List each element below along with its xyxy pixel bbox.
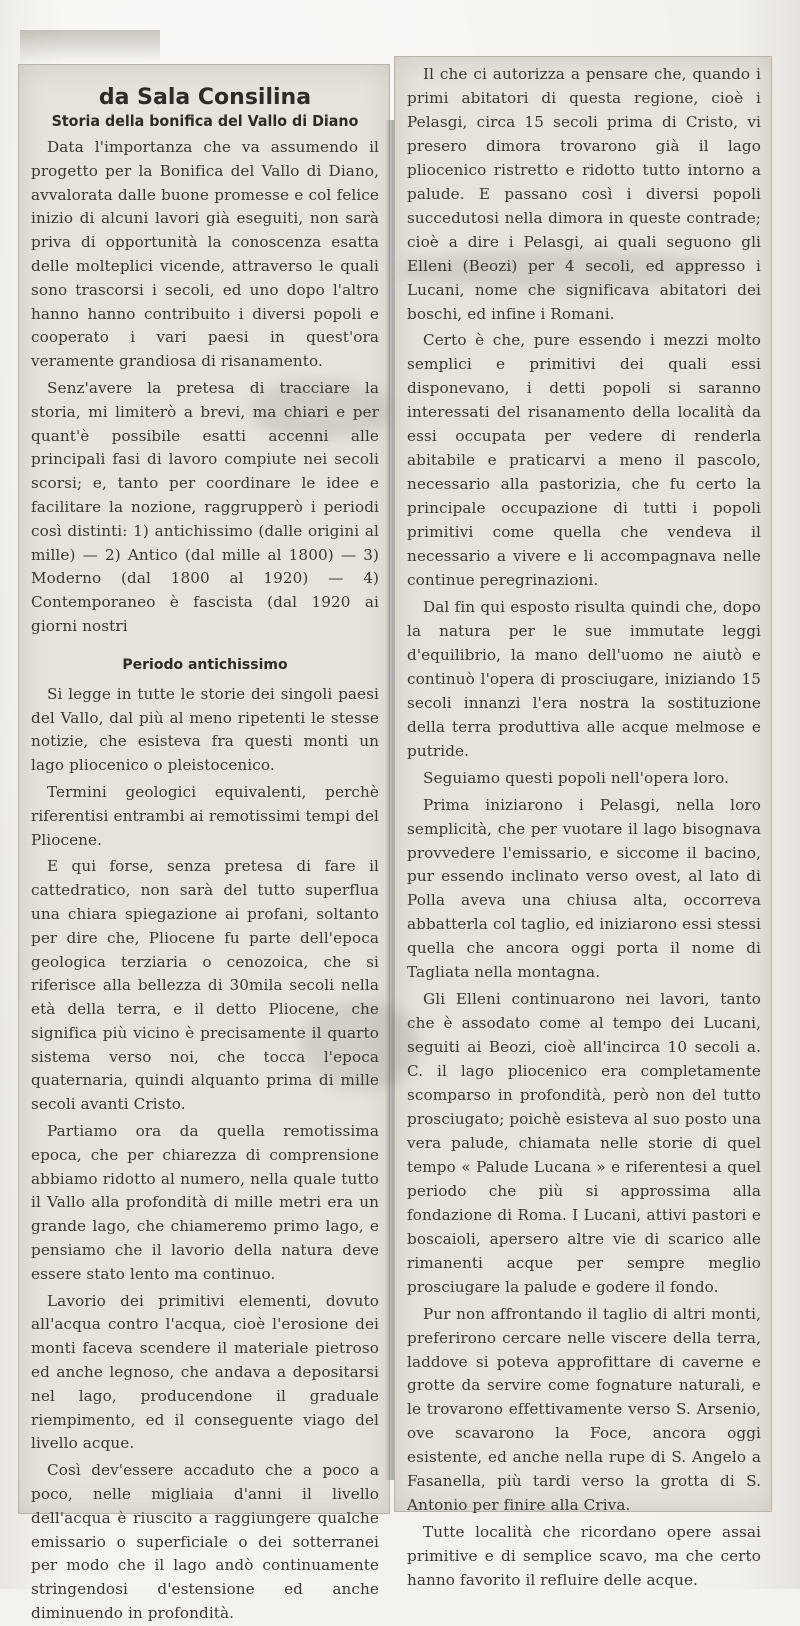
- paragraph: Così dev'essere accaduto che a poco a poco, nelle migliaia d'anni il livello dell'acqua è riuscito a raggiungere qualche emissario o superficiale o dei sotterranei per modo che il lago andò continuamente stringendosi d'estensione ed anche diminuendo in profondità.: [31, 1461, 379, 1623]
- paragraph: Certo è che, pure essendo i mezzi molto semplici e primitivi dei quali essi disponevano, i detti popoli si saranno interessati del risanamento della località da essi occupata per vedere di renderla abitabile e praticarvi a meno il pascolo, necessario alla pastorizia, che fu certo la principale occupazione di tutti i popoli primitivi come quella che vendeva il necessario a vivere e li accompagnava nelle continue peregrinazioni.: [407, 331, 761, 590]
- paragraph: Seguiamo questi popoli nell'opera loro.: [423, 768, 730, 787]
- paragraph: Gli Elleni continuarono nei lavori, tanto che è assodato come al tempo dei Lucani, seguiti ai Beozi, cioè all'incirca 10 secoli a. C. il lago pliocenico era completamente scomparso in profondità, però non del tutto prosciugato; poichè esisteva al suo posto una vera palude, chiamata nelle storie di quel tempo « Palude Lucana » e riferentesi a quel periodo che più si approssima alla fondazione di Roma. I Lucani, attivi pastori e boscaioli, apersero altre vie di scarico alle rimanenti acque per sempre meglio prosciugare la palude e godere il fondo.: [407, 990, 761, 1296]
- paragraph: E qui forse, senza pretesa di fare il cattedratico, non sarà del tutto superflua una chiara spiegazione ai profani, soltanto per dire che, Pliocene fu parte dell'epoca geologica terziaria o cenozoica, che si riferisce alla bellezza di 30mila secoli nella età della terra, e il detto Pliocene, che significa più vicino è precisamente il quarto sistema verso noi, che tocca l'epoca quaternaria, quindi alquanto prima di mille secoli avanti Cristo.: [31, 857, 379, 1114]
- stain: [400, 250, 720, 290]
- paragraph: Lavorio dei primitivi elementi, dovuto all'acqua contro l'acqua, cioè l'erosione dei monti faceva scendere il materiale pietroso ed anche legnoso, che andava a depositarsi nel lago, producendone il graduale riempimento, ed il conseguente viago del livello acque.: [31, 1291, 379, 1453]
- torn-edge: [20, 30, 160, 64]
- paragraph: Senz'avere la pretesa di tracciare la storia, mi limiterò a brevi, ma chiari e per quant'è possibile esatti accenni alle principali fasi di lavoro compiute nei secoli scorsi; e, tanto per coordinare le idee e facilitare la nozione, raggrupperò i periodi così distinti: 1) antichissimo (dalle origini al mille) — 2) Antico (dal mille al 1800) — 3) Moderno (dal 1800 al 1920) — 4) Contemporaneo è fascista (dal 1920 ai giorni nostri: [31, 378, 379, 635]
- paragraph: Partiamo ora da quella remotissima epoca, che per chiarezza di comprensione abbiamo ridotto al numero, nella quale tutto il Vallo alla profondità di mille metri era un grande lago, che chiameremo primo lago, e pensiamo che il lavorio della natura deve essere stato lento ma continuo.: [31, 1122, 379, 1283]
- paragraph: Si legge in tutte le storie dei singoli paesi del Vallo, dal più al meno ripetenti le stesse notizie, che esisteva fra questi monti un lago pliocenico o pleistocenico.: [31, 684, 379, 775]
- paragraph: Pur non affrontando il taglio di altri monti, preferirono cercare nelle viscere della terra, laddove si poteva approfittare di caverne e grotte da servire come fognature naturali, e le trovarono effettivamente verso S. Arsenio, ove scavarono la Foce, ancora oggi esistente, ed anche nella rupe di S. Angelo a Fasanella, più tardi verso la grotta di S. Antonio per finire alla Criva.: [407, 1304, 761, 1515]
- stain: [300, 1000, 420, 1090]
- paragraph: Il che ci autorizza a pensare che, quando i primi abitatori di questa regione, cioè i Pelasgi, circa 15 secoli prima di Cristo, vi presero dimora trovarono già il lago pliocenico ristretto e ridotto tutto intorno a palude. E passano così i diversi popoli succedutosi nella dimora in queste contrade; cioè a dire i Pelasgi, ai quali seguono gli Elleni (Beozi) per 4 secoli, ed appresso i Lucani, nome che significava abitatori dei boschi, ed infine i Romani.: [407, 65, 761, 323]
- section-heading: Periodo antichissimo: [122, 656, 288, 673]
- left-column: [18, 64, 390, 1623]
- article-title: Storia della bonifica del Vallo di Diano: [51, 112, 359, 130]
- paragraph: Dal fin qui esposto risulta quindi che, dopo la natura per le sue immutate leggi d'equilibrio, la mano dell'uomo ne aiutò e continuò l'opera di prosciugare, iniziando 15 secoli innanzi l'era nostra la sostituzione della terra produttiva alle acque melmose e putride.: [407, 597, 761, 760]
- paragraph: Tutte località che ricordano opere assai primitive e di semplice scavo, ma che certo hanno favorito il refluire delle acque.: [407, 1523, 761, 1590]
- paragraph: Prima iniziarono i Pelasgi, nella loro semplicità, che per vuotare il lago bisognava provvedere l'emissario, e siccome il bacino, pur essendo inclinato verso ovest, al lato di Polla aveva una chiusa alta, occorreva abbatterla col taglio, ed iniziarono essi stessi quella che ancora oggi porta il nome di Tagliata nella montagna.: [407, 795, 761, 982]
- article-header: da Sala Consilina: [98, 85, 312, 110]
- stain: [250, 380, 390, 440]
- paragraph: Data l'importanza che va assumendo il progetto per la Bonifica del Vallo di Diano, avvalorata dalle buone promesse e col felice inizio di alcuni lavori già eseguiti, non sarà priva di opportunità la conoscenza esatta delle molteplici vicende, attraverso le quali sono trascorsi i secoli, ed uno dopo l'altro hanno hanno contribuito i diversi popoli e cooperato i vari paesi in quest'ora veramente grandiosa di risanamento.: [31, 138, 379, 371]
- paragraph: Termini geologici equivalenti, perchè riferentisi entrambi ai remotissimi tempi del Pliocene.: [31, 782, 379, 849]
